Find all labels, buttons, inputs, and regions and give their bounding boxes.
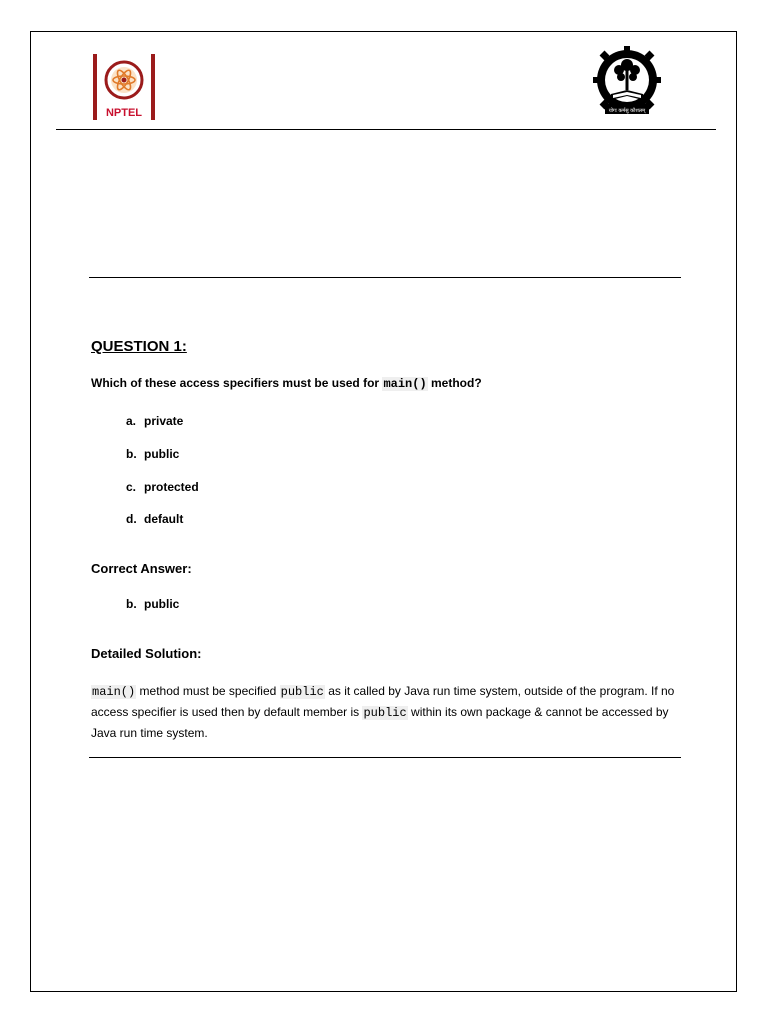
solution-code-public-1: public [280,685,324,699]
option-label: public [144,447,180,461]
header-divider [56,129,716,130]
question-text-before: Which of these access specifiers must be used for [91,376,383,390]
solution-part-2: as it called by Java run time system, outside of the program. If no access specifier is used then by default member is [91,684,675,719]
option-letter: b. [126,447,137,461]
answer-label: public [144,597,180,611]
option-a [126,414,183,428]
solution-code-public-2: public [363,706,407,720]
iit-kharagpur-emblem [591,44,663,122]
correct-answer-option [126,597,179,611]
option-letter: a. [126,414,137,428]
option-label: private [144,414,184,428]
question-text-after: method? [427,376,482,390]
question-code: main() [383,377,427,391]
bottom-divider [89,757,681,758]
answer-letter: b. [126,597,137,611]
solution-code-main: main() [92,685,136,699]
option-label: default [144,512,184,526]
option-label: protected [144,480,199,494]
detailed-solution-heading: Detailed Solution: [91,646,202,661]
emblem-motto: योगः कर्मसु कौशलम् [608,108,646,114]
correct-answer-heading: Correct Answer: [91,561,192,576]
solution-part-1: method must be specified [136,684,280,698]
question-text [91,376,482,391]
option-c [126,480,199,494]
solution-text [91,681,681,743]
solution-part-3: within its own package & cannot be accessed by Java run time system. [91,705,669,740]
option-b [126,447,179,461]
option-d [126,512,183,526]
option-letter: c. [126,480,137,494]
top-divider [89,277,681,278]
option-letter: d. [126,512,137,526]
nptel-logo-text: NPTEL [105,107,143,119]
question-title: QUESTION 1: [91,338,187,355]
nptel-logo [91,52,157,122]
document-page [30,31,737,992]
